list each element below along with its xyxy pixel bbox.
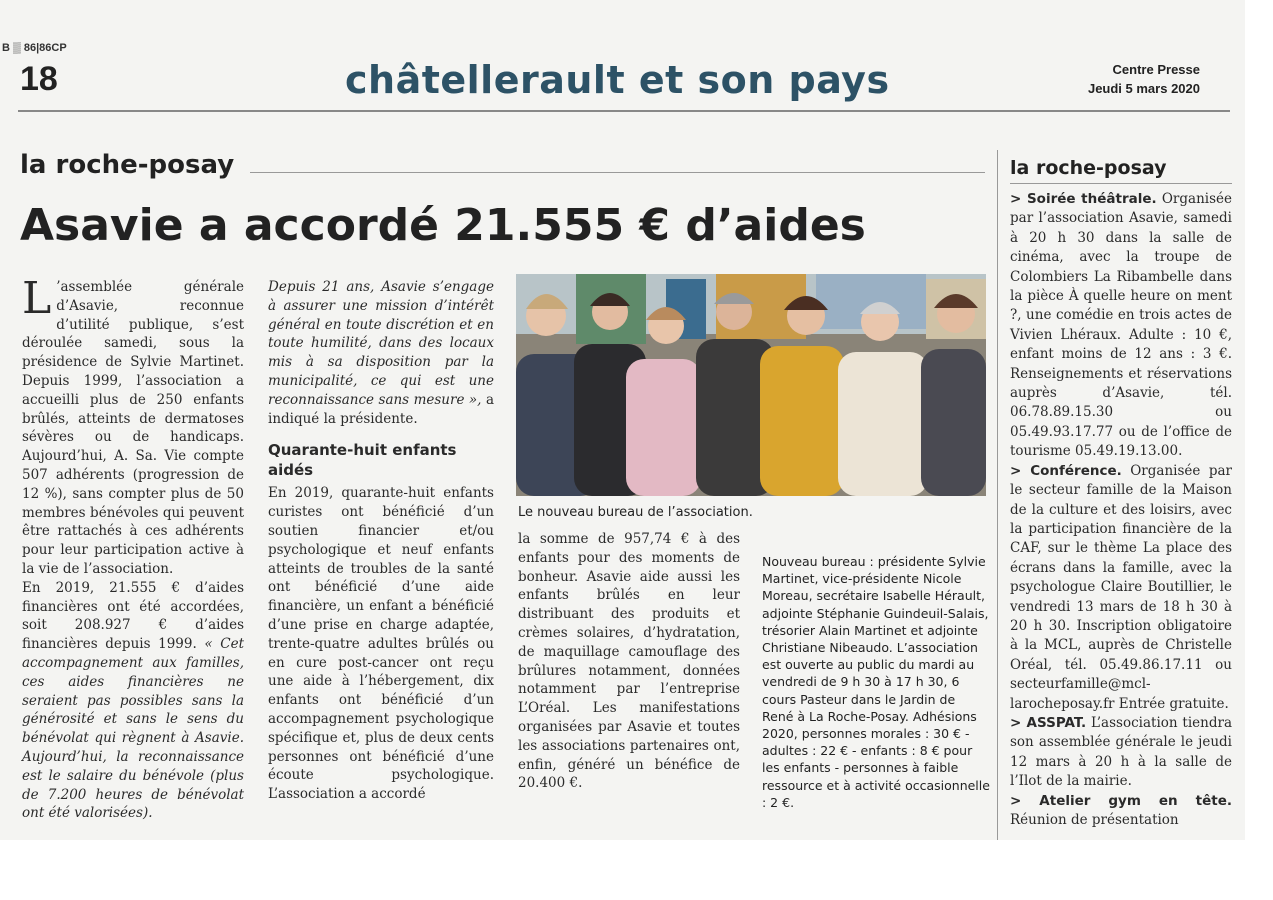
quote-continuation: Depuis 21 ans, Asavie s’engage à assurer une mission d’intérêt général en toute discrétion et en toute humilité, dans des locaux mis à sa disposition par la municipalité, ce qui est une reconnaissance sans mesure »,	[268, 279, 494, 408]
brief-text: L’association tiendra son assemblée générale le jeudi 12 mars à 20 h à la salle de l’Ilot de la mairie.	[1010, 714, 1232, 790]
article-kicker: la roche-posay	[20, 150, 235, 180]
brief-item	[1010, 714, 1232, 792]
bureau-info-box: Nouveau bureau : présidente Sylvie Martinet, vice-présidente Nicole Moreau, secrétaire Isabelle Hérault, adjointe Stéphanie Guindeuil-Salais, trésorier Alain Martinet et adjointe Christiane Nibeaudo. L’association est ouverte au public du mardi au vendredi de 9 h 30 à 17 h 30, 6 cours Pasteur dans le Jardin de René à La Roche-Posay. Adhésions 2020, personnes morales : 30 € - adultes : 22 € - enfants : 8 € pour les enfants - personnes à faible ressource et à activité occasionnelle : 2 €.	[762, 554, 990, 810]
paragraph-aids	[22, 579, 244, 823]
photo-caption: Le nouveau bureau de l’association.	[518, 505, 753, 520]
brief-label: > ASSPAT.	[1010, 714, 1087, 731]
sidebar-body	[1010, 190, 1232, 830]
group-photo	[516, 274, 986, 496]
intro-text: ’assemblée générale d’Asavie, reconnue d’utilité publique, s’est déroulée samedi, sous la présidence de Sylvie Martinet. Depuis 1999, l’association a accueilli plus de 250 enfants brûlés, atteints de dermatoses sévères ou de handicaps. Aujourd’hui, A. Sa. Vie compte 507 adhérents (progression de 12 %), sans compter plus de 50 membres bénévoles qui peuvent être rattachés à ces adhérents pour leur participation active à la vie de l’association.	[22, 279, 244, 577]
brief-item	[1010, 462, 1232, 714]
kicker-rule	[250, 172, 985, 173]
brief-label: > Atelier gym en tête.	[1010, 792, 1232, 809]
section-title: châtellerault et son pays	[345, 58, 890, 102]
sidebar-briefs	[1010, 157, 1232, 830]
paragraph-quote-end	[268, 278, 494, 428]
column-divider	[997, 150, 998, 840]
brief-text: Organisée par l’association Asavie, samedi à 20 h 30 dans la salle de cinéma, avec la troupe de Colombiers La Ribambelle dans la pièce À quelle heure on ment ?, une comédie en trois actes de Vivien Lhéraux. Adulte : 10 €, enfant moins de 12 ans : 3 €. Renseignements et réservations auprès d’Asavie, tél. 06.78.89.15.30 ou 05.49.93.17.77 ou de l’office de tourisme 05.49.19.13.00.	[1010, 191, 1232, 460]
president-quote: « Cet accompagnement aux familles, ces aides financières ne seraient pas possibles sans la générosité et sans le sens du bénévolat qui règnent à Asavie. Aujourd’hui, la reconnaissance est le salaire du bénévole (plus de 7.200 heures de bénévolat ont été valorisées).	[22, 636, 245, 822]
attribution: a indiqué la présidente.	[268, 391, 494, 427]
brief-label: > Conférence.	[1010, 462, 1122, 479]
article-subhead: Quarante-huit enfants aidés	[268, 441, 457, 480]
article-headline: Asavie a accordé 21.555 € d’aides	[20, 200, 866, 251]
publication-date: Jeudi 5 mars 2020	[1087, 81, 1200, 96]
edition-code: B ▒ 86|86CP	[2, 42, 67, 54]
header-rule	[18, 110, 1230, 112]
publication-name: Centre Presse	[1112, 62, 1200, 77]
article-column-3	[518, 530, 740, 793]
article-column-2	[268, 278, 494, 804]
drop-cap: L	[22, 273, 52, 324]
sidebar-title: la roche-posay	[1010, 157, 1232, 184]
brief-label: > Soirée théâtrale.	[1010, 191, 1157, 207]
brief-item	[1010, 190, 1232, 462]
paragraph-children: En 2019, quarante-huit enfants curistes ont bénéficié d’un soutien financier et/ou psychologique et neuf enfants atteints de troubles de la santé ont bénéficié d’une aide financière, un enfant a bénéficié d’une prise en charge adaptée, trente-quatre adultes brûlés ou en cure post-cancer ont reçu une aide à l’hébergement, dix enfants ont bénéficié d’un accompagnement psychologique spécifique et, plus de deux cents personnes ont bénéficié d’une écoute psychologique. L’association a accordé	[268, 485, 494, 803]
brief-text: Réunion de présentation	[1010, 812, 1179, 828]
brief-item	[1010, 792, 1232, 831]
publication-info	[1088, 60, 1200, 98]
article-column-1	[22, 273, 245, 823]
brief-text: Organisée par le secteur famille de la Maison de la culture et des loisirs, avec la participation financière de la CAF, sur le thème La place des écrans dans la famille, avec la psychologue Claire Boutillier, le vendredi 13 mars de 18 h 30 à 20 h 30. Inscription obligatoire à la MCL, auprès de Christelle Oréal, tél. 05.49.86.17.11 ou secteurfamille@mcl-larocheposay.fr Entrée gratuite.	[1010, 462, 1233, 712]
page-number: 18	[20, 60, 58, 98]
paragraph-intro	[22, 273, 244, 579]
paragraph-activities: la somme de 957,74 € à des enfants pour des moments de bonheur. Asavie aide aussi les enfants brûlés en leur distribuant des produits et crèmes solaires, d’hydratation, de maquillage camouflage des brûlures notamment, données notamment par l’entreprise L’Oréal. Les manifestations organisées par Asavie et toutes les associations partenaires ont, enfin, généré un bénéfice de 20.400 €.	[518, 531, 740, 792]
aids-text: En 2019, 21.555 € d’aides financières ont été accordées, soit 208.927 € d’aides financières depuis 1999.	[22, 579, 244, 653]
group-photo-illustration	[516, 274, 986, 496]
